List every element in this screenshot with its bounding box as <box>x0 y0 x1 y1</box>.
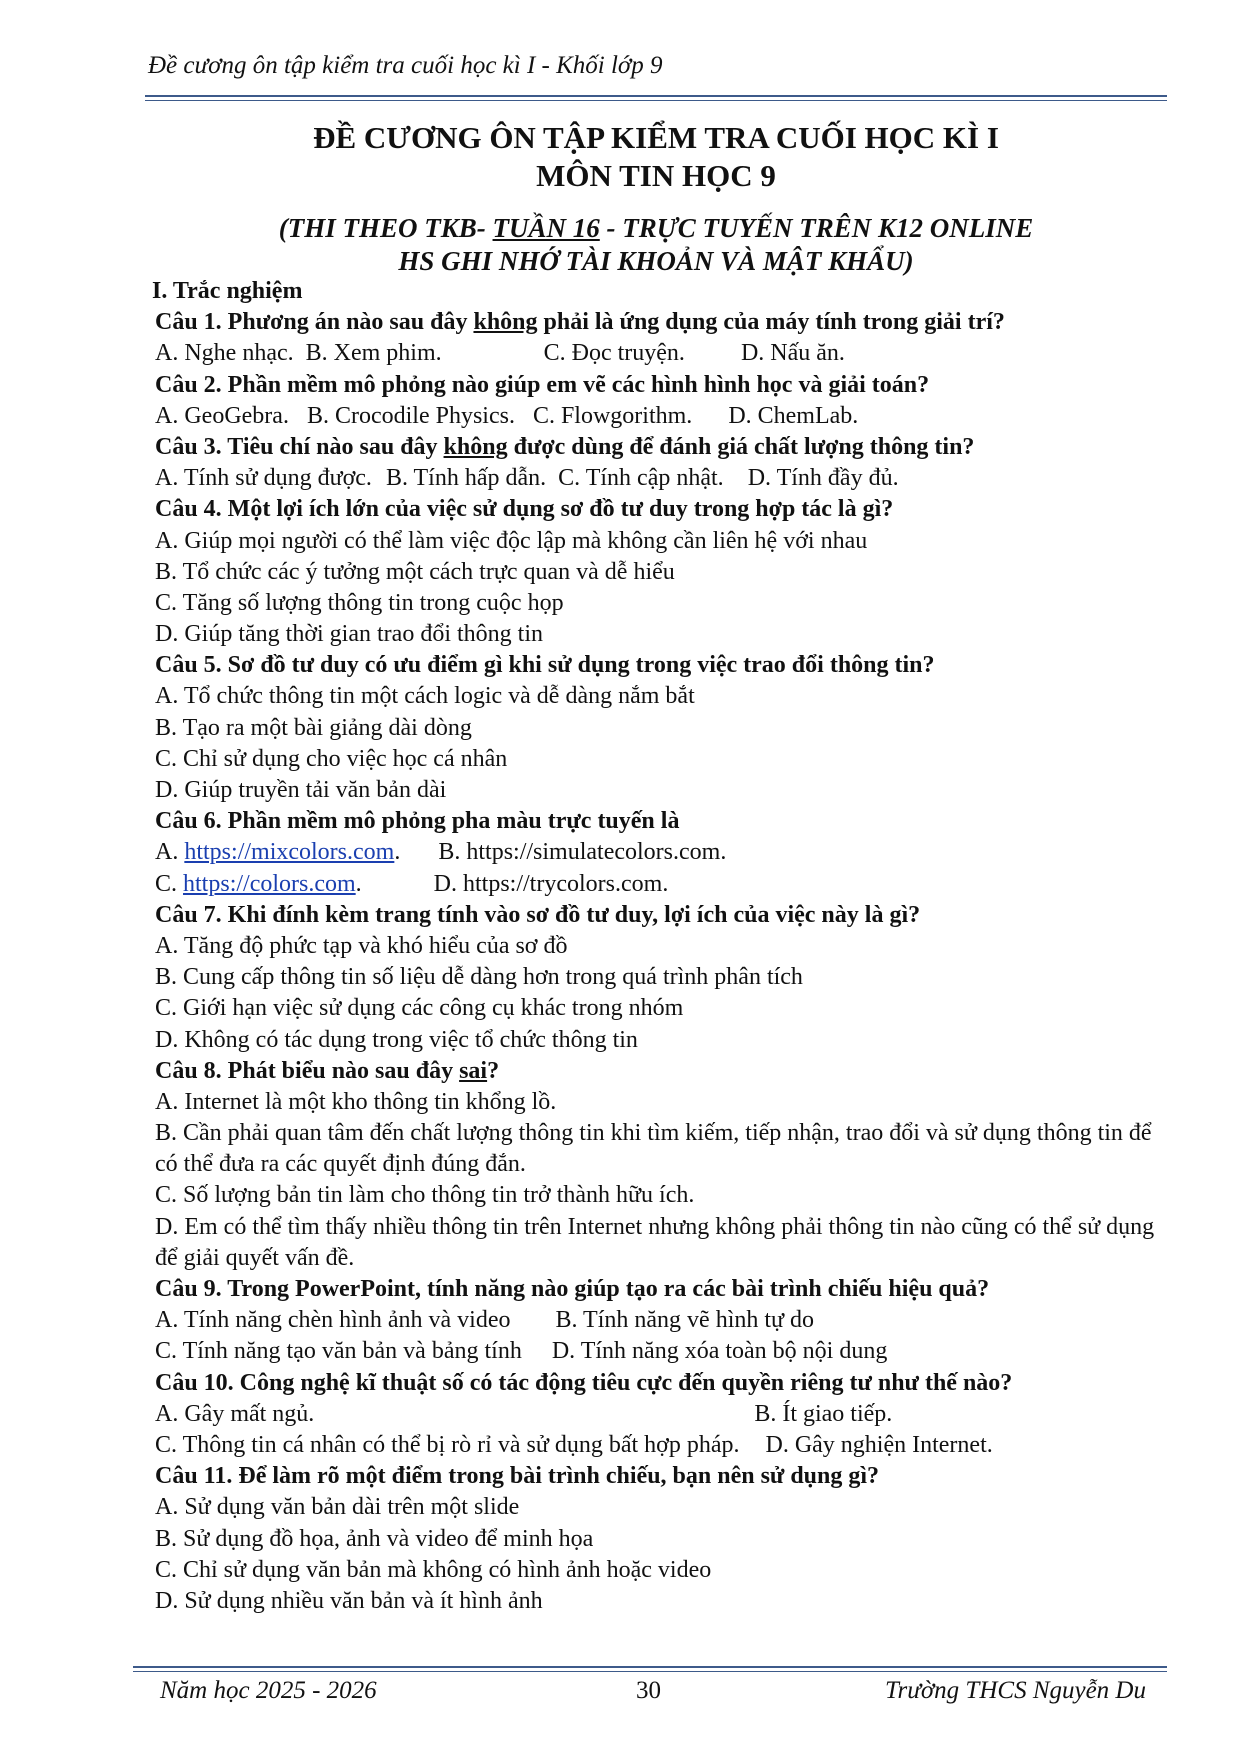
option: A. GeoGebra. <box>155 402 289 429</box>
question-9-options-cd <box>152 1336 1162 1367</box>
option: A. Tăng độ phức tạp và khó hiểu của sơ đồ <box>155 932 568 959</box>
document-subject: MÔN TIN HỌC 9 <box>536 158 776 193</box>
question-9: Câu 9. Trong PowerPoint, tính năng nào giúp tạo ra các bài trình chiếu hiệu quả? <box>155 1276 990 1303</box>
option: B. Tính hấp dẫn. <box>385 465 547 492</box>
option: B. Tổ chức các ý tưởng một cách trực quan và dễ hiểu <box>155 558 675 585</box>
question-6-options-ab <box>152 837 1162 868</box>
exam-note-text: (THI THEO TKB- <box>278 213 493 243</box>
option: B. Xem phim. <box>305 340 442 367</box>
question-text: phải là ứng dụng của máy tính trong giải trí? <box>537 309 1005 336</box>
option: B. Crocodile Physics. <box>306 402 515 429</box>
question-7: Câu 7. Khi đính kèm trang tính vào sơ đồ tư duy, lợi ích của việc này là gì? <box>155 901 921 928</box>
footer-school-year: Năm học 2025 - 2026 <box>160 1677 377 1704</box>
option: B. Cần phải quan tâm đến chất lượng thông tin khi tìm kiếm, tiếp nhận, trao đổi và sử dụng thông tin để có thể đưa ra các quyết định đúng đắn. <box>155 1120 1152 1178</box>
option: A. Giúp mọi người có thể làm việc độc lập mà không cần liên hệ với nhau <box>155 527 868 554</box>
option: D. Tính năng xóa toàn bộ nội dung <box>551 1338 888 1365</box>
option: B. Tính năng vẽ hình tự do <box>555 1307 815 1334</box>
option-label: C. <box>155 870 184 897</box>
option: B. Tạo ra một bài giảng dài dòng <box>155 714 472 741</box>
option: D. Giúp truyền tải văn bản dài <box>155 777 447 803</box>
option: B. https://simulatecolors.com. <box>438 839 727 866</box>
option: C. Tính cập nhật. <box>558 465 724 492</box>
exam-note-line2: HS GHI NHỚ TÀI KHOẢN VÀ MẬT KHẨU) <box>398 246 914 276</box>
option: C. Đọc truyện. <box>543 340 685 367</box>
option-punct: . <box>355 870 362 897</box>
option: D. https://trycolors.com. <box>433 870 669 897</box>
option: D. Em có thể tìm thấy nhiều thông tin trên Internet nhưng không phải thông tin nào cũng có thể sử dụng để giải quyết vấn đề. <box>155 1213 1155 1271</box>
colors-link[interactable]: https://colors.com <box>183 870 356 897</box>
option: D. Sử dụng nhiều văn bản và ít hình ảnh <box>155 1587 543 1614</box>
question-text: Câu 8. Phát biểu nào sau đây <box>155 1057 460 1084</box>
option: A. Nghe nhạc. <box>155 340 294 367</box>
option: B. Ít giao tiếp. <box>754 1400 893 1427</box>
question-10-options-cd <box>152 1430 1162 1461</box>
document-title: ĐỀ CƯƠNG ÔN TẬP KIỂM TRA CUỐI HỌC KÌ I <box>313 120 999 155</box>
question-4: Câu 4. Một lợi ích lớn của việc sử dụng sơ đồ tư duy trong hợp tác là gì? <box>155 496 894 523</box>
question-11: Câu 11. Để làm rõ một điểm trong bài trình chiếu, bạn nên sử dụng gì? <box>155 1463 880 1490</box>
question-1-options <box>152 338 1162 369</box>
question-text: được dùng để đánh giá chất lượng thông tin? <box>507 433 975 460</box>
question-emphasis: sai <box>459 1057 488 1084</box>
option: D. Tính đầy đủ. <box>747 465 899 492</box>
question-6: Câu 6. Phần mềm mô phỏng pha màu trực tuyến là <box>155 808 680 835</box>
option: D. Gây nghiện Internet. <box>765 1432 993 1458</box>
option-punct: . <box>394 839 401 866</box>
option: A. Gây mất ngủ. <box>155 1400 315 1427</box>
option: A. Internet là một kho thông tin khổng lồ. <box>155 1088 557 1115</box>
option: C. Tính năng tạo văn bản và bảng tính <box>155 1338 522 1365</box>
question-5: Câu 5. Sơ đồ tư duy có ưu điểm gì khi sử dụng trong việc trao đổi thông tin? <box>155 652 935 679</box>
option: A. Tổ chức thông tin một cách logic và dễ dàng nắm bắt <box>155 683 695 710</box>
question-text: Câu 1. Phương án nào sau đây <box>155 309 474 336</box>
question-text: ? <box>487 1057 500 1084</box>
question-emphasis: không <box>473 309 538 336</box>
option: A. Tính sử dụng được. <box>155 465 372 492</box>
mixcolors-link[interactable]: https://mixcolors.com <box>184 839 395 866</box>
question-9-options-ab <box>152 1305 1162 1336</box>
option: B. Cung cấp thông tin số liệu dễ dàng hơn trong quá trình phân tích <box>155 964 803 991</box>
page-header: Đề cương ôn tập kiểm tra cuối học kì I - Khối lớp 9 <box>148 52 663 79</box>
section-heading: I. Trắc nghiệm <box>152 278 303 304</box>
option: D. Nấu ăn. <box>740 340 845 367</box>
option: C. Chỉ sử dụng cho việc học cá nhân <box>155 745 508 772</box>
option: D. Giúp tăng thời gian trao đổi thông tin <box>155 621 543 648</box>
option: A. Sử dụng văn bản dài trên một slide <box>155 1494 520 1521</box>
option: C. Thông tin cá nhân có thể bị rò rỉ và sử dụng bất hợp pháp. <box>155 1432 740 1458</box>
header-rule-thin <box>145 100 1167 101</box>
question-emphasis: không <box>443 433 508 460</box>
option: D. Không có tác dụng trong việc tổ chức thông tin <box>155 1026 638 1053</box>
question-1 <box>152 307 1162 338</box>
header-rule <box>145 95 1167 97</box>
footer-rule-thin <box>133 1671 1167 1672</box>
question-10: Câu 10. Công nghệ kĩ thuật số có tác động tiêu cực đến quyền riêng tư như thế nào? <box>155 1369 1013 1396</box>
footer-school-name: Trường THCS Nguyễn Du <box>884 1677 1146 1704</box>
page-number: 30 <box>636 1677 661 1704</box>
question-3-options <box>152 463 1162 494</box>
option: C. Flowgorithm. <box>532 402 693 429</box>
option: B. Sử dụng đồ họa, ảnh và video để minh họa <box>155 1525 594 1552</box>
exam-note-line1 <box>145 212 1167 244</box>
question-3 <box>152 432 1162 463</box>
option: C. Số lượng bản tin làm cho thông tin trở thành hữu ích. <box>155 1182 695 1209</box>
question-2: Câu 2. Phần mềm mô phỏng nào giúp em vẽ các hình hình học và giải toán? <box>155 371 930 398</box>
option: C. Chỉ sử dụng văn bản mà không có hình ảnh hoặc video <box>155 1556 712 1583</box>
exam-week: TUẦN 16 <box>492 213 600 243</box>
footer-rule <box>133 1666 1167 1668</box>
option: C. Tăng số lượng thông tin trong cuộc họp <box>155 589 564 616</box>
question-text: Câu 3. Tiêu chí nào sau đây <box>155 433 444 460</box>
question-8 <box>152 1056 1162 1087</box>
question-2-options <box>152 401 1162 432</box>
option: D. ChemLab. <box>728 402 859 429</box>
question-6-options-cd <box>152 869 1162 900</box>
question-10-options-ab <box>152 1399 1162 1430</box>
option-label: A. <box>155 839 185 866</box>
option: C. Giới hạn việc sử dụng các công cụ khác trong nhóm <box>155 995 684 1022</box>
exam-note-text: - TRỰC TUYẾN TRÊN K12 ONLINE <box>599 213 1034 243</box>
option: A. Tính năng chèn hình ảnh và video <box>155 1307 511 1334</box>
question-list <box>152 276 1162 1617</box>
